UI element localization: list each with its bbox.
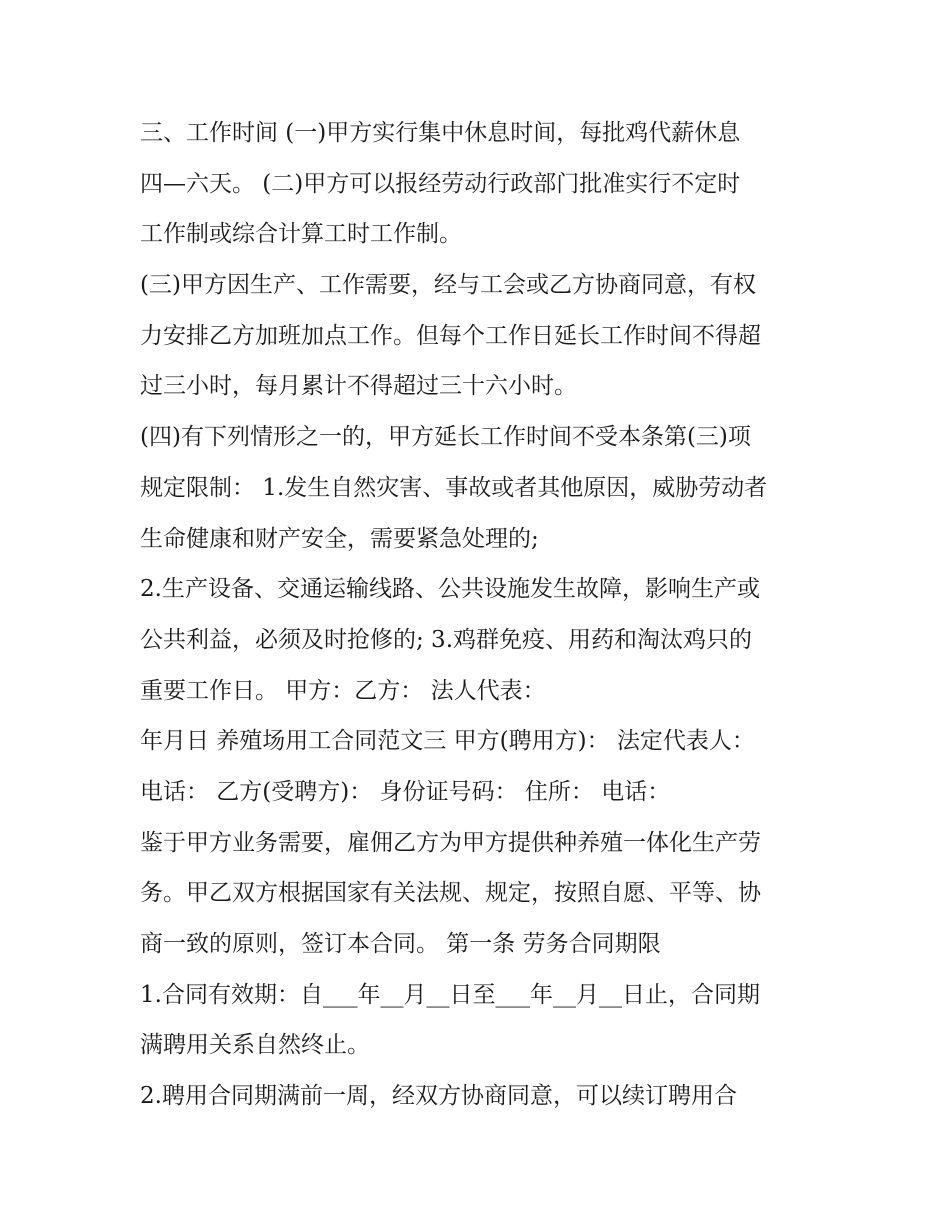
text-line: 四—六天。 (二)甲方可以报经劳动行政部门批准实行不定时 [140, 170, 741, 197]
text-line: 规定限制： 1.发生自然灾害、事故或者其他原因，威胁劳动者 [140, 474, 768, 501]
text-line: 过三小时，每月累计不得超过三十六小时。 [140, 373, 577, 400]
text-line: 工作制或综合计算工时工作制。 [140, 221, 462, 248]
text-line: 务。甲乙双方根据国家有关法规、规定，按照自愿、平等、协 [140, 880, 761, 907]
text-line: (四)有下列情形之一的，甲方延长工作时间不受本条第(三)项 [140, 424, 751, 451]
text-line: 电话： 乙方(受聘方)： 身份证号码： 住所： 电话： [140, 778, 671, 805]
document-body [140, 108, 830, 1122]
text-line: 重要工作日。 甲方：乙方： 法人代表： [140, 677, 546, 704]
text-line: 三、工作时间 (一)甲方实行集中休息时间，每批鸡代薪休息 [140, 120, 741, 146]
text-line: 生命健康和财产安全，需要紧急处理的; [140, 525, 539, 552]
text-line: 公共利益，必须及时抢修的; 3.鸡群免疫、用药和淘汰鸡只的 [140, 626, 753, 653]
text-line: 2.聘用合同期满前一周，经双方协商同意，可以续订聘用合 [140, 1083, 737, 1110]
text-line: 鉴于甲方业务需要，雇佣乙方为甲方提供种养殖一体化生产劳 [140, 829, 761, 856]
text-line: 2.生产设备、交通运输线路、公共设施发生故障，影响生产或 [140, 576, 760, 603]
text-line: 1.合同有效期：自___年__月__日至___年__月__日止，合同期 [140, 981, 760, 1008]
text-line: (三)甲方因生产、工作需要，经与工会或乙方协商同意，有权 [140, 272, 756, 299]
text-line: 满聘用关系自然终止。 [140, 1032, 370, 1059]
text-line: 商一致的原则，签订本合同。 第一条 劳务合同期限 [140, 931, 661, 957]
text-line: 力安排乙方加班加点工作。但每个工作日延长工作时间不得超 [140, 322, 761, 349]
text-line: 年月日 养殖场用工合同范文三 甲方(聘用方)： 法定代表人： [140, 728, 755, 755]
